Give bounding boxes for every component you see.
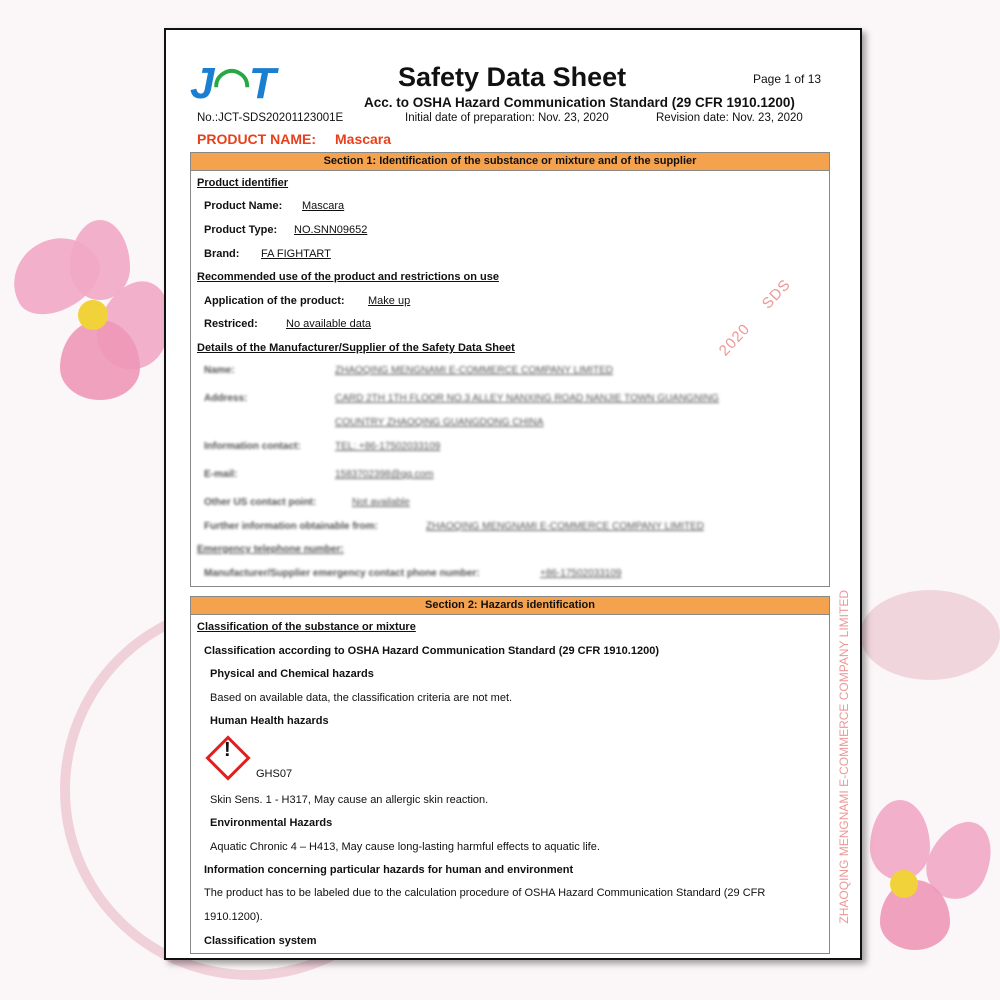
email-label: E-mail: bbox=[204, 469, 238, 480]
product-type-value: NO.SNN09652 bbox=[294, 224, 368, 236]
watermark-company: ZHAOQING MENGNAMI E-COMMERCE COMPANY LIMITED bbox=[837, 590, 851, 924]
emergency-heading: Emergency telephone number: bbox=[197, 544, 344, 555]
other-contact-value: Not available bbox=[352, 497, 410, 508]
brand-value: FA FIGHTART bbox=[261, 248, 331, 260]
initial-date: Initial date of preparation: Nov. 23, 2020 bbox=[405, 112, 609, 124]
email-value: 1583702398@qq.com bbox=[335, 469, 434, 480]
further-info-value: ZHAOQING MENGNAMI E-COMMERCE COMPANY LIMITED bbox=[426, 521, 704, 532]
labeled-text-1: The product has to be labeled due to the calculation procedure of OSHA Hazard Communication Standard (29 CFR bbox=[204, 887, 766, 899]
name-label: Name: bbox=[204, 365, 235, 376]
emergency-label: Manufacturer/Supplier emergency contact phone number: bbox=[204, 568, 480, 579]
product-name-value: Mascara bbox=[335, 131, 392, 147]
details-heading: Details of the Manufacturer/Supplier of the Safety Data Sheet bbox=[197, 342, 515, 354]
restricted-label: Restriced: bbox=[204, 318, 258, 330]
brand-label: Brand: bbox=[204, 248, 240, 260]
product-name-value: Mascara bbox=[302, 200, 345, 212]
product-name-label: PRODUCT NAME: bbox=[197, 131, 316, 147]
recommended-use-heading: Recommended use of the product and restrictions on use bbox=[197, 271, 499, 283]
environmental-heading: Environmental Hazards bbox=[210, 817, 333, 829]
info-contact-label: Information contact: bbox=[204, 441, 301, 452]
application-value: Make up bbox=[368, 295, 411, 307]
product-identifier-heading: Product identifier bbox=[197, 177, 289, 189]
decor-blob bbox=[860, 590, 1000, 680]
emergency-phone: +86-17502033109 bbox=[540, 568, 622, 579]
skin-sens-text: Skin Sens. 1 - H317, May cause an allergic skin reaction. bbox=[210, 794, 489, 806]
physical-hazards-text: Based on available data, the classification criteria are not met. bbox=[210, 692, 513, 704]
application-label: Application of the product: bbox=[204, 295, 345, 307]
ghs-code: GHS07 bbox=[256, 768, 293, 780]
address-label: Address: bbox=[204, 393, 248, 404]
watermark-year: 2020 bbox=[715, 320, 754, 360]
product-type-label: Product Type: bbox=[204, 224, 278, 236]
address-line-1: CARD 2TH 1TH FLOOR NO.3 ALLEY NANXING ROAD NANJIE TOWN GUANGNING bbox=[335, 393, 719, 404]
exclamation-mark-icon: ! bbox=[224, 739, 231, 761]
particular-hazards-heading: Information concerning particular hazards for human and environment bbox=[204, 864, 574, 876]
product-name-label: Product Name: bbox=[204, 200, 283, 212]
document-number: No.:JCT-SDS20201123001E bbox=[197, 112, 344, 124]
section-1-header: Section 1: Identification of the substance or mixture and of the supplier bbox=[191, 153, 829, 171]
address-line-2: COUNTRY ZHAOQING GUANGDONG CHINA bbox=[335, 417, 544, 428]
classification-system-heading: Classification system bbox=[204, 935, 317, 947]
restricted-value: No available data bbox=[286, 318, 372, 330]
other-contact-label: Other US contact point: bbox=[204, 497, 317, 508]
page-number: Page 1 of 13 bbox=[753, 72, 822, 86]
info-contact-value: TEL: +86-17502033109 bbox=[335, 441, 441, 452]
subtitle: Acc. to OSHA Hazard Communication Standard (29 CFR 1910.1200) bbox=[364, 95, 795, 110]
revision-date: Revision date: Nov. 23, 2020 bbox=[656, 112, 803, 124]
classification-heading: Classification of the substance or mixture bbox=[197, 621, 416, 633]
classification-osha: Classification according to OSHA Hazard Communication Standard (29 CFR 1910.1200) bbox=[204, 645, 659, 657]
name-value: ZHAOQING MENGNAMI E-COMMERCE COMPANY LIMITED bbox=[335, 365, 613, 376]
section-2-header: Section 2: Hazards identification bbox=[191, 597, 829, 615]
physical-hazards-heading: Physical and Chemical hazards bbox=[210, 668, 374, 680]
page-title: Safety Data Sheet bbox=[398, 62, 627, 92]
aquatic-text: Aquatic Chronic 4 – H413, May cause long-lasting harmful effects to aquatic life. bbox=[210, 841, 600, 853]
labeled-text-2: 1910.1200). bbox=[204, 911, 263, 923]
watermark-sds: SDS bbox=[758, 275, 795, 313]
human-health-heading: Human Health hazards bbox=[210, 715, 329, 727]
further-info-label: Further information obtainable from: bbox=[204, 521, 378, 532]
company-logo: J◠T bbox=[190, 59, 274, 108]
